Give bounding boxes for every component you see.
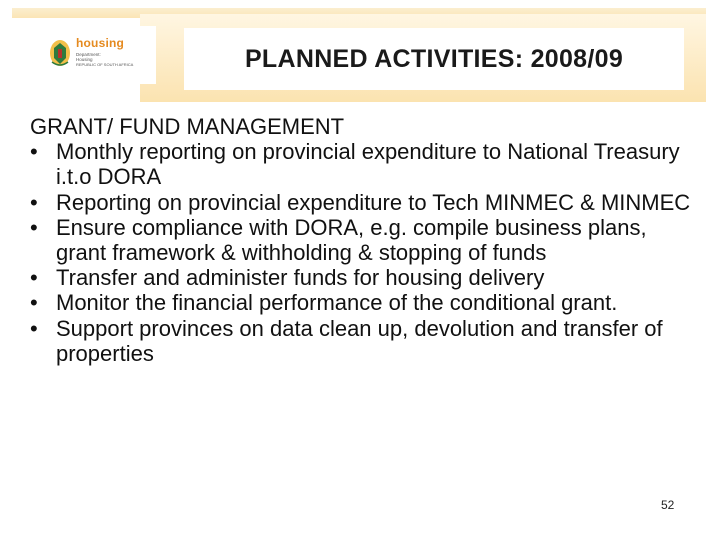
bullet-icon: •: [30, 189, 38, 215]
bullet-icon: •: [30, 214, 38, 240]
bullet-icon: •: [30, 315, 38, 341]
bullet-list: [30, 139, 700, 366]
logo-line-1: Department:: [76, 52, 101, 57]
bullet-icon: •: [30, 265, 38, 291]
department-logo: [36, 26, 156, 84]
list-item: [30, 139, 700, 189]
page-number: 52: [661, 498, 675, 512]
list-item: [30, 316, 700, 366]
logo-line-2: Housing: [76, 57, 93, 62]
list-item-text: Support provinces on data clean up, devolution and transfer of properties: [56, 315, 663, 366]
title-box: [184, 28, 684, 90]
list-item: [30, 290, 700, 315]
list-item-text: Reporting on provincial expenditure to Tech MINMEC & MINMEC: [56, 189, 691, 215]
logo-line-3: REPUBLIC OF SOUTH AFRICA: [76, 62, 134, 67]
coat-of-arms-icon: [48, 38, 72, 68]
list-item-text: Transfer and administer funds for housing delivery: [56, 265, 545, 291]
list-item: [30, 215, 700, 265]
bullet-icon: •: [30, 139, 38, 165]
bullet-icon: •: [30, 290, 38, 316]
list-item-text: Monthly reporting on provincial expenditure to National Treasury i.t.o DORA: [56, 139, 680, 190]
logo-wordmark: housing: [76, 36, 125, 50]
list-item: [30, 190, 700, 215]
page-title: PLANNED ACTIVITIES: 2008/09: [244, 44, 624, 73]
content-area: [30, 114, 700, 366]
section-heading: GRANT/ FUND MANAGEMENT: [30, 114, 345, 139]
list-item-text: Ensure compliance with DORA, e.g. compile business plans, grant framework & withholding & stopping of funds: [56, 214, 647, 266]
list-item-text: Monitor the financial performance of the conditional grant.: [56, 290, 618, 316]
list-item: [30, 265, 700, 290]
